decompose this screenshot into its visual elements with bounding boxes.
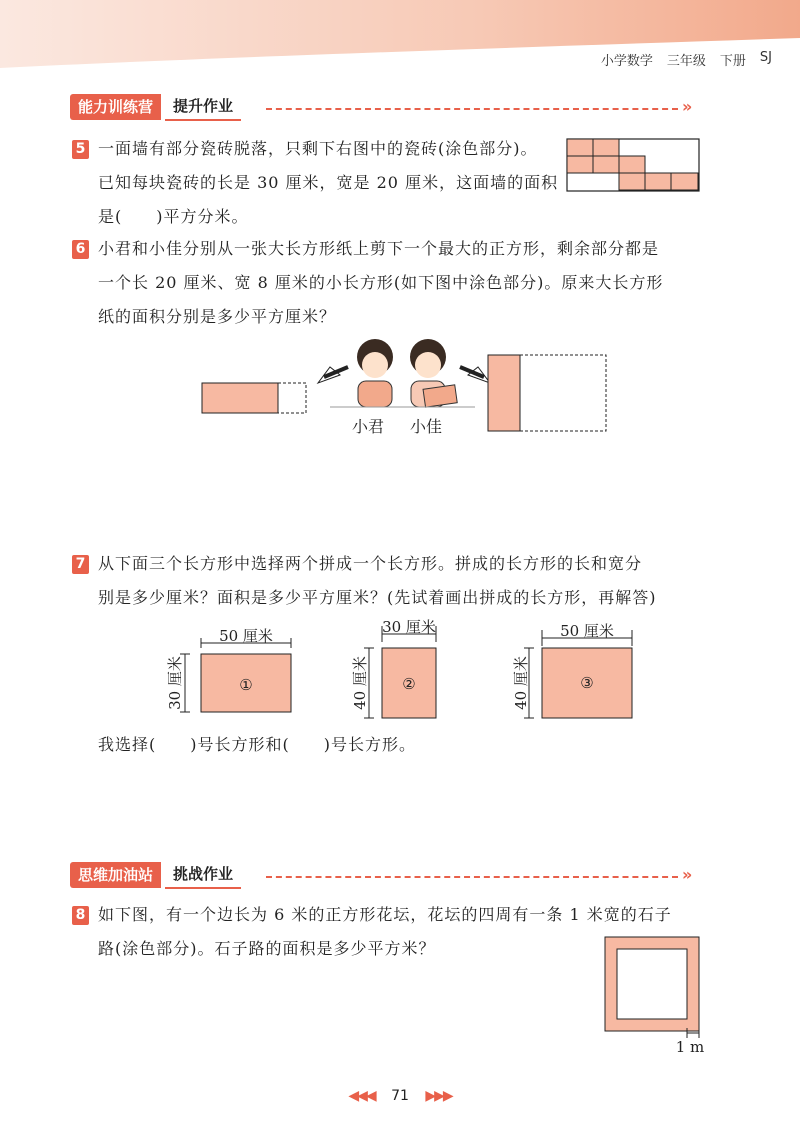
question-number: 8 [72, 906, 89, 925]
text-line: 路(涂色部分)。石子路的面积是多少平方米？ [98, 939, 436, 958]
section-heading-ability [70, 94, 241, 120]
header-edition: SJ [759, 50, 772, 65]
section-heading-thinking [70, 862, 241, 888]
section-subtag: 挑战作业 [165, 861, 241, 889]
dim-label: 40 厘米 [351, 656, 369, 710]
text-line: 别是多少厘米？面积是多少平方厘米？(先试着画出拼成的长方形，再解答) [98, 588, 657, 607]
text-line: 一个长 20 厘米、宽 8 厘米的小长方形(如下图中涂色部分)。原来大长方形 [98, 273, 664, 292]
name-xiaojia: 小佳 [410, 417, 443, 436]
section-divider [266, 108, 678, 110]
q7-answer-line: 我选择( )号长方形和( )号长方形。 [98, 735, 416, 754]
header-grade: 三年级 [666, 54, 706, 69]
section-tag: 思维加油站 [70, 862, 161, 888]
question-number: 7 [72, 555, 89, 574]
text-line: 一面墙有部分瓷砖脱落，只剩下右图中的瓷砖(涂色部分)。 [98, 139, 538, 158]
text-line: 是( )平方分米。 [98, 207, 249, 226]
dim-label: 50 厘米 [560, 622, 614, 640]
text-line: 纸的面积分别是多少平方厘米？ [98, 307, 337, 326]
page-number [0, 1088, 800, 1104]
rect-id: ③ [580, 674, 594, 692]
tile-wall-figure [566, 138, 700, 192]
dim-label: 40 厘米 [512, 656, 530, 710]
question-5-text [98, 132, 558, 234]
dim-label: 30 厘米 [166, 656, 184, 710]
chevron-right-icon: » [682, 97, 693, 116]
rectangle-1-figure [166, 627, 298, 720]
rect-id: ② [402, 675, 416, 693]
left-arrows-icon: ◀◀◀ [348, 1088, 375, 1104]
chevron-right-icon: » [682, 865, 693, 884]
dim-label: 50 厘米 [219, 627, 273, 645]
section-tag: 能力训练营 [70, 94, 161, 120]
section-divider [266, 876, 678, 878]
rectangle-2-figure [351, 618, 454, 724]
rect-id: ① [239, 676, 253, 694]
rectangle-3-figure [512, 622, 638, 722]
dim-label: 30 厘米 [382, 618, 436, 636]
page-number-value: 71 [391, 1088, 409, 1104]
section-subtag: 提升作业 [165, 93, 241, 121]
right-arrows-icon: ▶▶▶ [425, 1088, 452, 1104]
question-6-text [98, 232, 663, 334]
text-line: 小君和小佳分别从一张大长方形纸上剪下一个最大的正方形，剩余部分都是 [98, 239, 660, 258]
garden-path-figure [604, 936, 708, 1058]
question-8-text [98, 898, 672, 966]
dim-label: 1 m [675, 1038, 705, 1056]
header-subject: 小学数学 [600, 54, 653, 69]
text-line: 从下面三个长方形中选择两个拼成一个长方形。拼成的长方形的长和宽分 [98, 554, 643, 573]
header-volume: 下册 [719, 54, 746, 69]
text-line: 已知每块瓷砖的长是 30 厘米，宽是 20 厘米，这面墙的面积 [98, 173, 559, 192]
text-line: 如下图，有一个边长为 6 米的正方形花坛，花坛的四周有一条 1 米宽的石子 [98, 905, 672, 924]
question-number: 6 [72, 240, 89, 259]
book-header [601, 50, 772, 69]
children-names [352, 414, 442, 437]
question-number: 5 [72, 140, 89, 159]
question-7-text [98, 547, 657, 615]
name-xiaojun: 小君 [352, 417, 385, 436]
